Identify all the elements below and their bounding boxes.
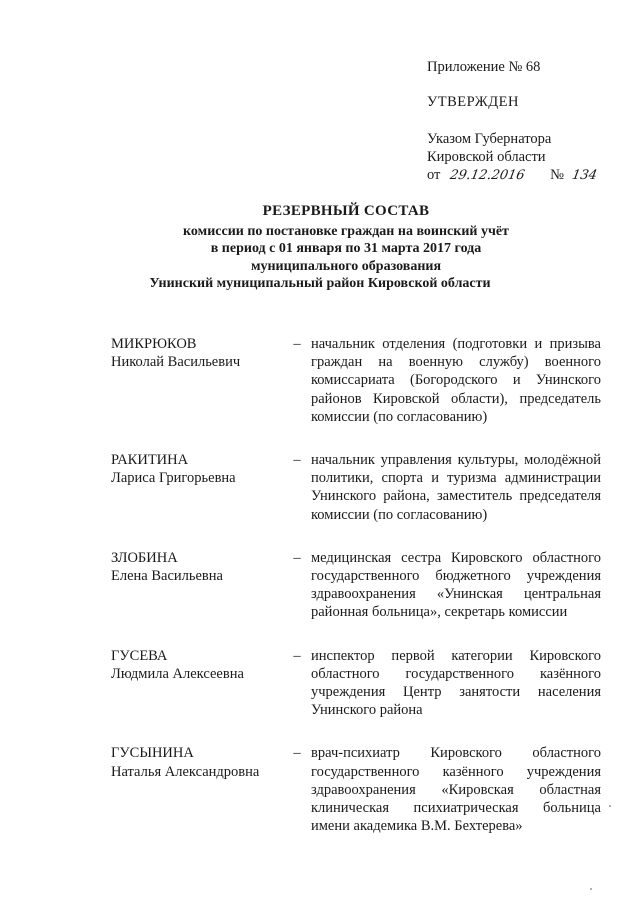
member-role: медицинская сестра Кировского областного государственного бюджетного учреждения здравоохранения «Унинская центральная районная больница», секретарь комиссии	[311, 549, 601, 621]
member-name	[111, 744, 283, 835]
member-given-name: Наталья Александровна	[111, 763, 260, 780]
member-dash: –	[293, 336, 301, 352]
member-role: начальник отделения (подготовки и призыва граждан на военную службу) военного комиссариата (Богородского и Унинского районов Кировской области), председатель комиссии (по согласованию)	[311, 336, 601, 425]
member-name	[111, 549, 283, 622]
member-surname: РАКИТИНА	[111, 452, 189, 469]
decree-date-line	[427, 166, 596, 185]
member-given-name: Людмила Алексеевна	[111, 665, 244, 682]
document-title: РЕЗЕРВНЫЙ СОСТАВ	[262, 203, 430, 219]
member-entry	[111, 744, 601, 835]
handwritten-date: 29.12.2016	[448, 168, 526, 183]
member-surname: ГУСЕВА	[111, 647, 168, 664]
document-title-block	[0, 203, 640, 293]
member-surname: МИКРЮКОВ	[111, 336, 197, 352]
decree-line-2: Кировской области	[427, 149, 546, 165]
member-role: инспектор первой категории Кировского областного государственного казённого учреждения Центр занятости населения Унинского района	[311, 647, 601, 719]
title-line-1: комиссии по постановке граждан на воинский учёт	[183, 223, 509, 239]
member-name	[111, 647, 283, 720]
annex-number: Приложение № 68	[427, 59, 541, 75]
member-dash: –	[293, 549, 301, 566]
member-given-name: Николай Васильевич	[111, 354, 241, 371]
member-entry	[111, 549, 601, 622]
member-given-name: Лариса Григорьевна	[111, 470, 236, 487]
handwritten-number: 134	[570, 168, 598, 183]
member-role: врач-психиатр Кировского областного государственного казённого учреждения здравоохранения «Кировская областная клиническая психиатрическая больница имени академика В.М. Бехтерева»	[311, 745, 601, 835]
member-entry	[111, 451, 601, 524]
approval-block	[427, 58, 596, 185]
number-prefix: №	[550, 167, 564, 183]
title-line-4: Унинский муниципальный район Кировской области	[149, 276, 491, 291]
members-list	[111, 335, 601, 860]
member-given-name: Елена Васильевна	[111, 568, 223, 585]
scan-speck	[609, 805, 611, 807]
date-prefix: от	[427, 167, 441, 183]
member-dash: –	[293, 647, 301, 664]
member-role: начальник управления культуры, молодёжной политики, спорта и туризма администрации Унинского района, заместитель председателя комиссии (по согласованию)	[311, 452, 601, 523]
title-line-3: муниципального образования	[250, 258, 442, 274]
member-entry	[111, 647, 601, 720]
member-surname: ГУСЫНИНА	[111, 745, 194, 762]
member-name	[111, 451, 283, 524]
member-dash: –	[293, 452, 301, 469]
member-entry	[111, 335, 601, 426]
member-surname: ЗЛОБИНА	[111, 549, 178, 566]
member-dash: –	[293, 745, 301, 762]
approved-stamp: УТВЕРЖДЕН	[427, 94, 519, 110]
decree-line-1: Указом Губернатора	[427, 131, 552, 147]
member-name	[111, 335, 283, 426]
scan-speck	[590, 888, 592, 890]
title-line-2: в период с 01 января по 31 марта 2017 года	[210, 241, 482, 256]
